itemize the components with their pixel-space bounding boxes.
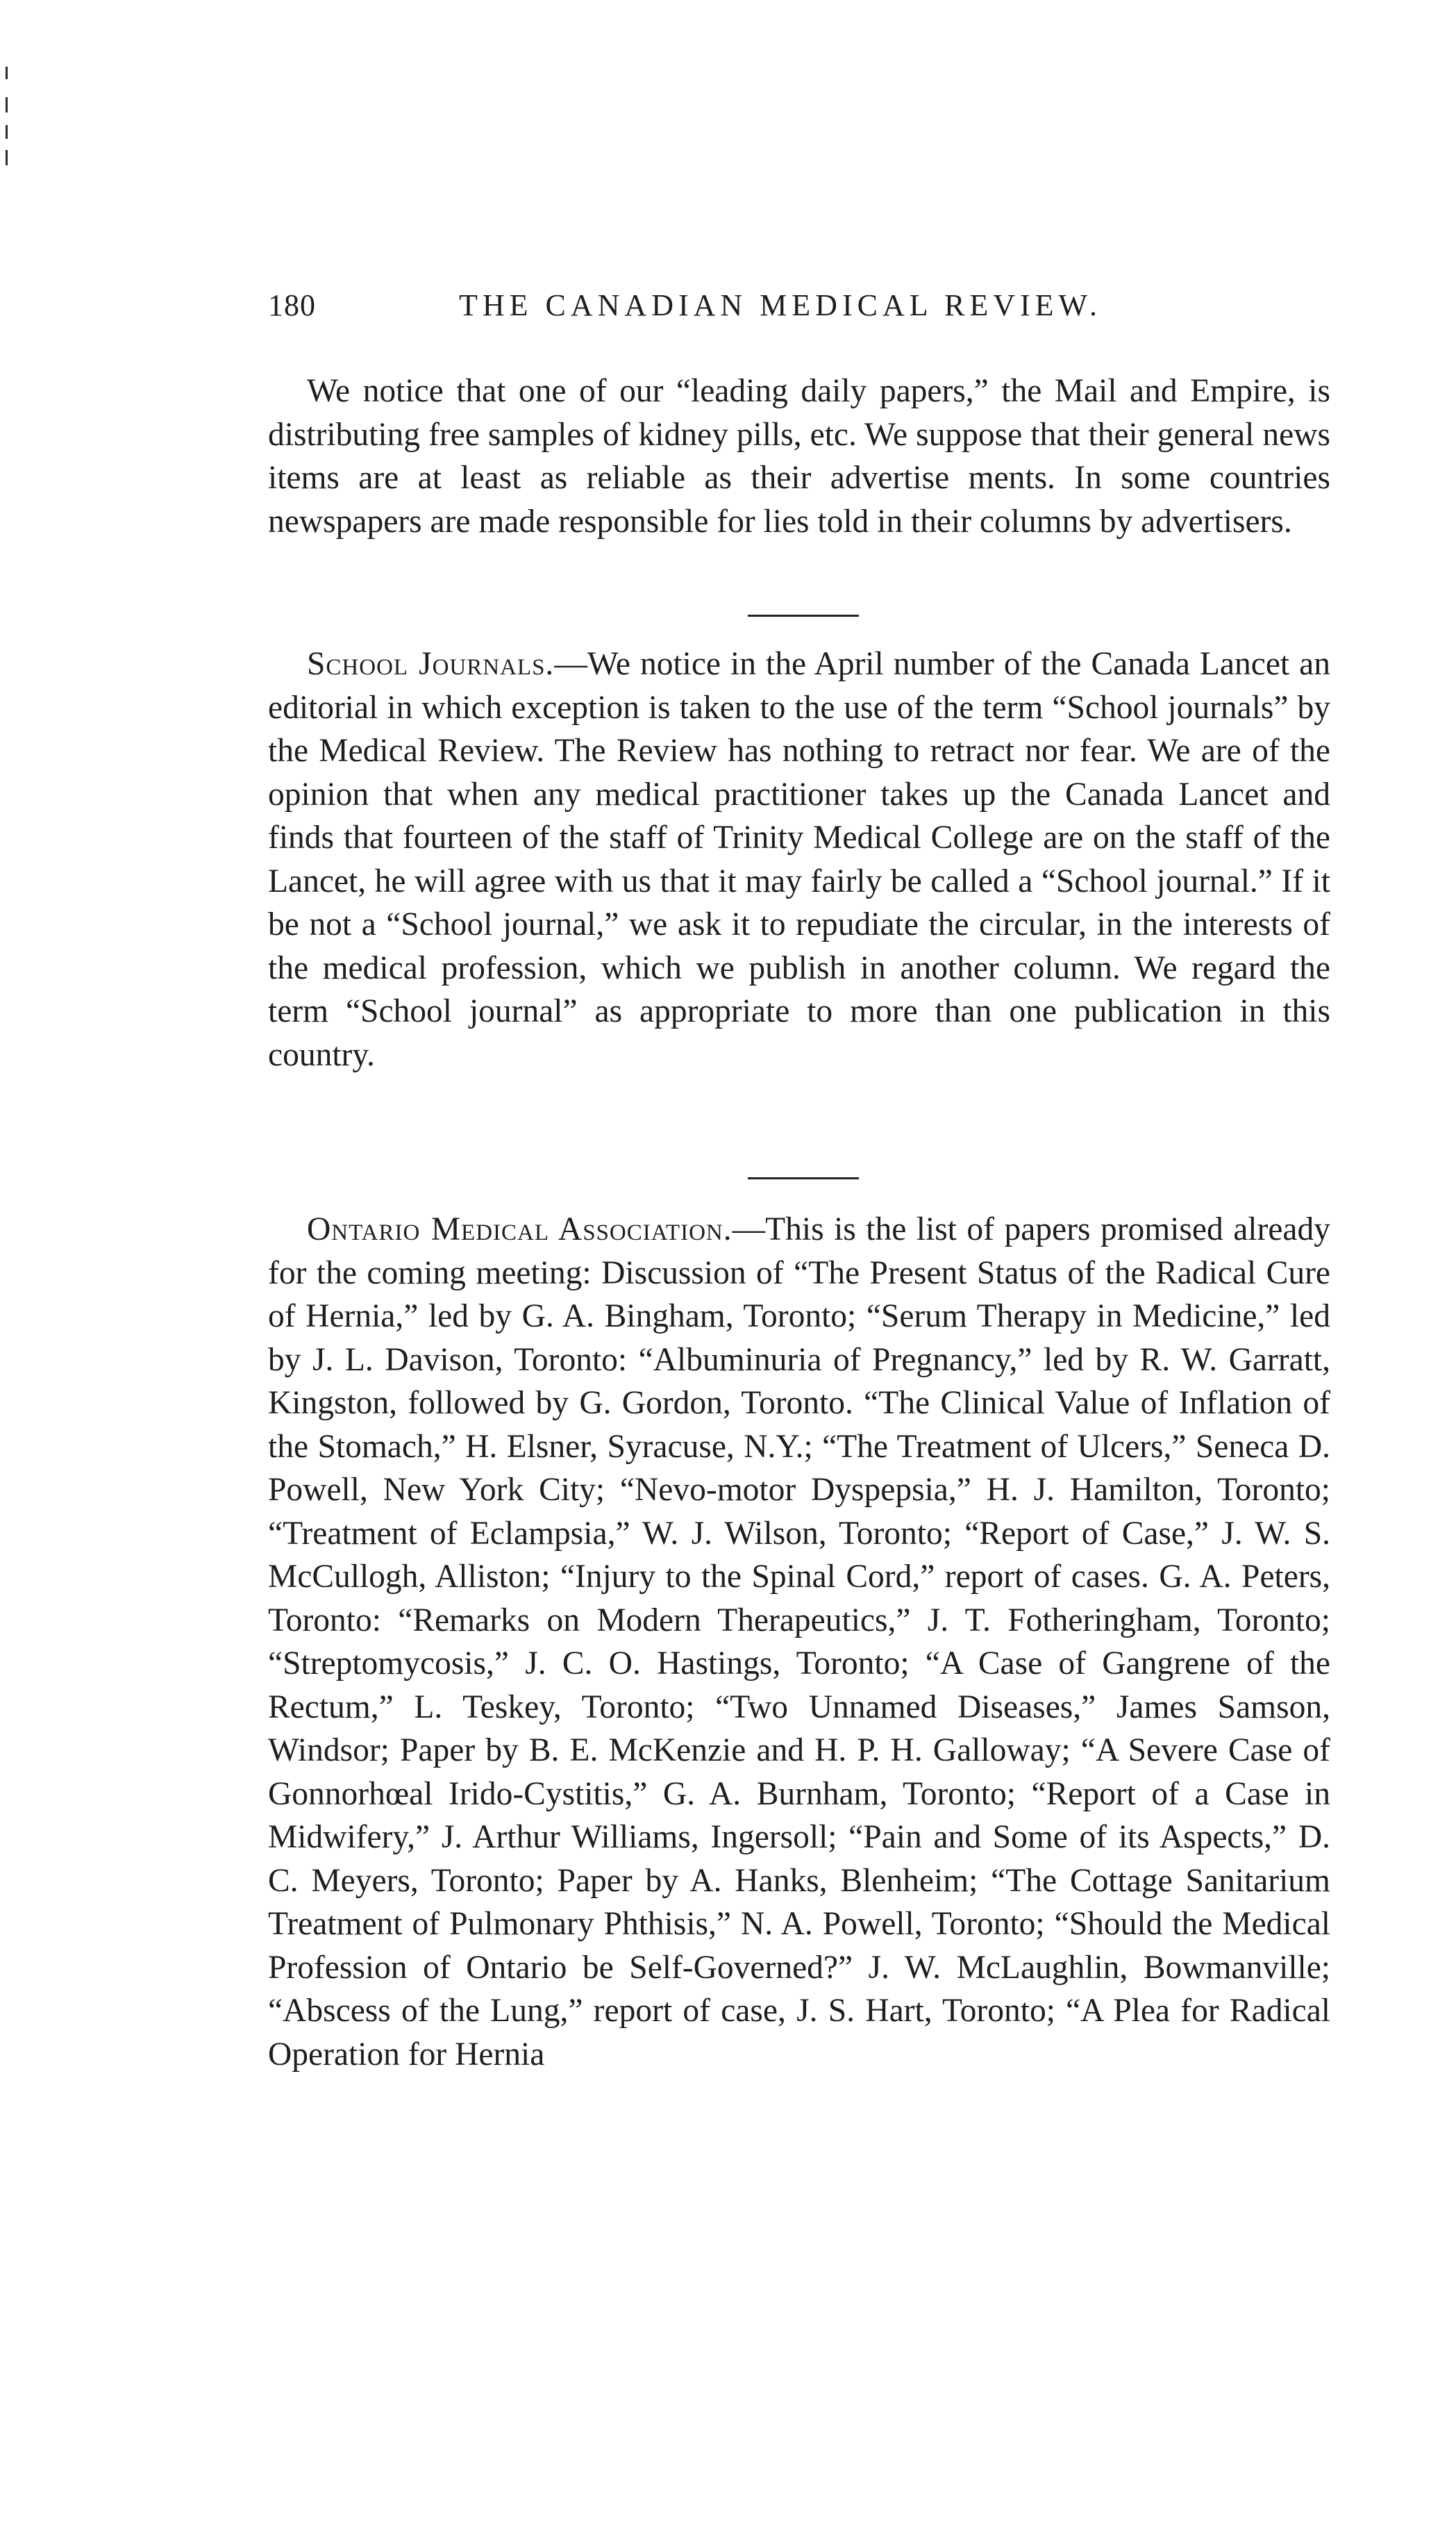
page-header [268,281,1330,330]
section-heading: Ontario Medical Association. [307,1211,733,1247]
paragraph-school-journals [268,642,1330,1077]
page-number: 180 [268,288,316,322]
paragraph-text: We notice that one of our “leading daily papers,” the Mail and Empire, is distributing free samples of kidney pills, etc. We suppose that their general news items are at least as reliable as their advertise ments. In some countries newspapers are made responsible for lies told in their columns by advertisers. [268,373,1330,540]
paragraph-mail-and-empire [268,370,1330,543]
scan-mark [6,67,8,79]
paragraph-text: —This is the list of papers promised already for the coming meeting: Discussion of “The Present Status of the Radical Cure of Hernia,” led by G. A. Bingham, Toronto; “Serum Therapy in Medicine,” led by J. L. Davison, Toronto: “Albuminuria of Pregnancy,” led by R. W. Garratt, Kingston, followed by G. Gordon, Toronto. “The Clinical Value of Inflation of the Stomach,” H. Elsner, Syracuse, N.Y.; “The Treatment of Ulcers,” Seneca D. Powell, New York City; “Nevo-motor Dyspepsia,” H. J. Hamilton, Toronto; “Treatment of Eclampsia,” W. J. Wilson, Toronto; “Report of Case,” J. W. S. McCullogh, Alliston; “Injury to the Spinal Cord,” report of cases. G. A. Peters, Toronto: “Remarks on Modern Therapeutics,” J. T. Fotheringham, Toronto; “Streptomycosis,” J. C. O. Hastings, Toronto; “A Case of Gangrene of the Rectum,” L. Teskey, Toronto; “Two Unnamed Diseases,” James Samson, Windsor; Paper by B. E. McKenzie and H. P. H. Galloway; “A Severe Case of Gonnorhœal Irido-Cystitis,” G. A. Burnham, Toronto; “Report of a Case in Midwifery,” J. Arthur Williams, Ingersoll; “Pain and Some of its Aspects,” D. C. Meyers, Toronto; Paper by A. Hanks, Blenheim; “The Cottage Sanitarium Treatment of Pulmonary Phthisis,” N. A. Powell, Toronto; “Should the Medical Profession of Ontario be Self-Governed?” J. W. McLaughlin, Bowmanville; “Abscess of the Lung,” report of case, J. S. Hart, Toronto; “A Plea for Radical Operation for Hernia [268,1211,1330,2073]
paragraph-ontario-medical-association [268,1208,1330,2076]
paragraph-text: —We notice in the April number of the Canada Lancet an editorial in which exception is taken to the use of the term “School journals” by the Medical Review. The Review has nothing to retract nor fear. We are of the opinion that when any medical practitioner takes up the Canada Lancet and finds that fourteen of the staff of Trinity Medical College are on the staff of the Lancet, he will agree with us that it may fairly be called a “School journal.” If it be not a “School journal,” we ask it to repudiate the circular, in the interests of the medical profession, which we publish in another column. We regard the term “School journal” as appropriate to more than one publication in this country. [268,646,1330,1073]
scan-mark [6,150,8,165]
section-divider [748,615,859,617]
scan-mark [6,125,8,139]
section-divider [748,1177,859,1179]
scan-mark [6,97,8,113]
section-heading: School Journals. [307,646,555,682]
running-title: THE CANADIAN MEDICAL REVIEW. [459,288,1102,322]
